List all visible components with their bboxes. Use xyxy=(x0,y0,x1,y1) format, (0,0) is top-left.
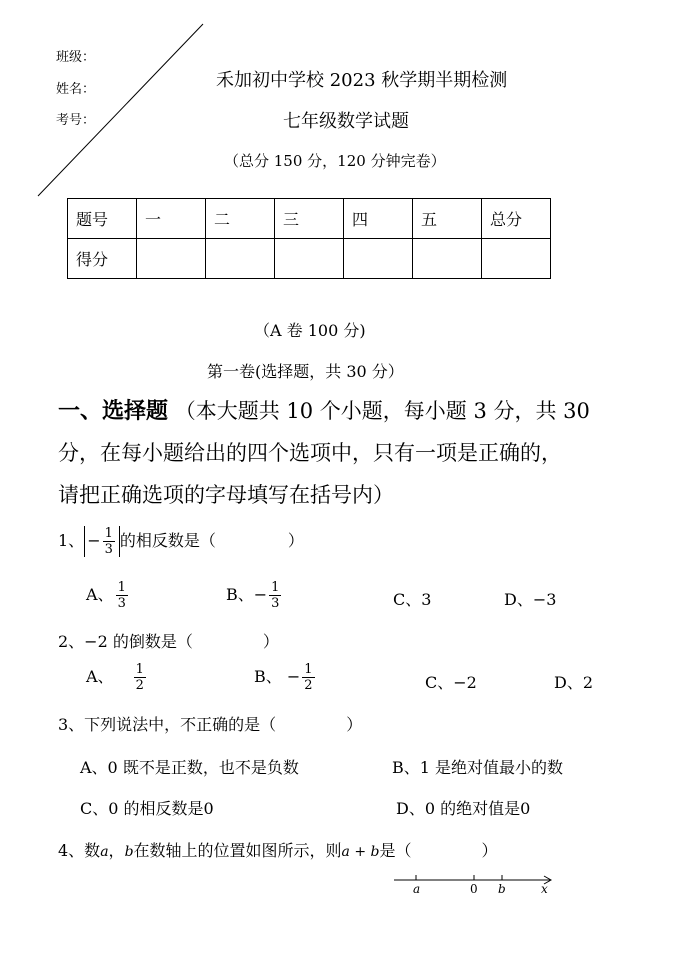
choice-description-2: 分，在每小题给出的四个选项中，只有一项是正确的， xyxy=(58,441,562,465)
exam-title: 禾加初中学校 2023 秋学期半期检测 xyxy=(216,70,508,91)
minus-sign: − xyxy=(87,531,101,550)
score-cell[interactable] xyxy=(344,239,413,279)
exam-note: （总分 150 分，120 分钟完卷） xyxy=(224,152,446,170)
fraction xyxy=(302,662,314,693)
fraction-numerator: 1 xyxy=(271,580,280,595)
choice-heading: 一、选择题 xyxy=(58,398,169,424)
absolute-value-expression xyxy=(84,526,120,557)
option-b-label: B、− xyxy=(226,585,268,604)
score-table xyxy=(67,198,551,279)
question-3 xyxy=(58,712,362,735)
fraction-numerator: 1 xyxy=(104,526,113,541)
q2-option-a[interactable] xyxy=(86,662,148,693)
option-a-label: A、 xyxy=(86,585,114,604)
option-b-label: B、 − xyxy=(254,667,301,686)
a-volume-heading: （A 卷 100 分) xyxy=(254,321,366,340)
score-cell[interactable] xyxy=(137,239,206,279)
score-header-cell: 三 xyxy=(275,199,344,239)
score-cell[interactable] xyxy=(206,239,275,279)
score-cell[interactable] xyxy=(482,239,551,279)
question-4-text-3: 在数轴上的位置如图所示，则 xyxy=(133,841,342,860)
fraction-denominator: 2 xyxy=(135,678,144,693)
variable-b: b xyxy=(124,844,134,860)
choice-description-3: 请把正确选项的字母填写在括号内） xyxy=(58,483,394,507)
question-3-text: 3、下列说法中，不正确的是（ xyxy=(58,715,277,734)
class-label: 班级： xyxy=(56,50,96,65)
score-header-cell: 题号 xyxy=(68,199,137,239)
exam-number-label: 考号： xyxy=(56,113,96,128)
q2-option-c[interactable]: C、−2 xyxy=(425,673,477,692)
question-4-text-4: 是（ xyxy=(379,841,412,860)
question-1-number: 1、 xyxy=(58,531,85,550)
score-header-cell: 总分 xyxy=(482,199,551,239)
question-4-text-1: 4、数 xyxy=(58,841,101,860)
part-one-heading: 第一卷(选择题，共 30 分） xyxy=(207,362,404,381)
score-row-label: 得分 xyxy=(68,239,137,279)
score-header-cell: 一 xyxy=(137,199,206,239)
choice-intro-line-1 xyxy=(58,390,590,432)
variable-a: a xyxy=(100,844,109,860)
question-1-close: ） xyxy=(287,531,304,550)
q1-option-a[interactable] xyxy=(86,580,130,611)
question-2-close: ） xyxy=(262,632,279,651)
score-cell[interactable] xyxy=(413,239,482,279)
score-cell[interactable] xyxy=(275,239,344,279)
number-line-label-0: 0 xyxy=(470,882,478,896)
q2-option-b[interactable] xyxy=(254,662,317,693)
fraction-denominator: 3 xyxy=(117,596,126,611)
score-header-cell: 四 xyxy=(344,199,413,239)
question-1 xyxy=(58,526,304,557)
fraction xyxy=(134,662,146,693)
number-line-label-b: b xyxy=(498,882,506,896)
fraction-denominator: 2 xyxy=(304,678,313,693)
number-line-label-x: x xyxy=(541,882,548,896)
exam-subtitle: 七年级数学试题 xyxy=(283,111,409,132)
question-2 xyxy=(58,629,279,652)
fraction-numerator: 1 xyxy=(135,662,144,677)
option-a-label: A、 xyxy=(86,667,114,686)
q3-option-b[interactable]: B、1 是绝对值最小的数 xyxy=(392,758,564,777)
fraction xyxy=(103,526,115,557)
question-4 xyxy=(58,838,498,861)
question-3-close: ） xyxy=(346,715,363,734)
fraction-numerator: 1 xyxy=(117,580,126,595)
q3-option-c[interactable]: C、0 的相反数是0 xyxy=(80,799,214,818)
number-line-figure xyxy=(380,868,560,900)
q3-option-d[interactable]: D、0 的绝对值是0 xyxy=(396,799,531,818)
expression-a-plus-b: a + b xyxy=(341,844,380,860)
choice-description-1: （本大题共 10 个小题，每小题 3 分，共 30 xyxy=(174,399,590,423)
fraction-numerator: 1 xyxy=(304,662,313,677)
question-4-text-2: ， xyxy=(108,841,125,860)
question-1-text: 的相反数是（ xyxy=(119,531,216,550)
q2-option-d[interactable]: D、2 xyxy=(554,673,594,692)
name-label: 姓名： xyxy=(56,82,96,97)
fraction xyxy=(116,580,128,611)
question-4-close: ） xyxy=(481,841,498,860)
score-table-header-row xyxy=(68,199,551,239)
q1-option-d[interactable]: D、−3 xyxy=(504,590,557,609)
fraction-denominator: 3 xyxy=(271,596,280,611)
fraction xyxy=(269,580,281,611)
score-table-score-row xyxy=(68,239,551,279)
q1-option-b[interactable] xyxy=(226,580,283,611)
q1-option-c[interactable]: C、3 xyxy=(393,590,432,609)
score-header-cell: 二 xyxy=(206,199,275,239)
score-header-cell: 五 xyxy=(413,199,482,239)
number-line-label-a: a xyxy=(413,882,421,896)
question-2-text: 2、−2 的倒数是（ xyxy=(58,632,193,651)
fraction-denominator: 3 xyxy=(104,542,113,557)
q3-option-a[interactable]: A、0 既不是正数，也不是负数 xyxy=(80,758,299,777)
